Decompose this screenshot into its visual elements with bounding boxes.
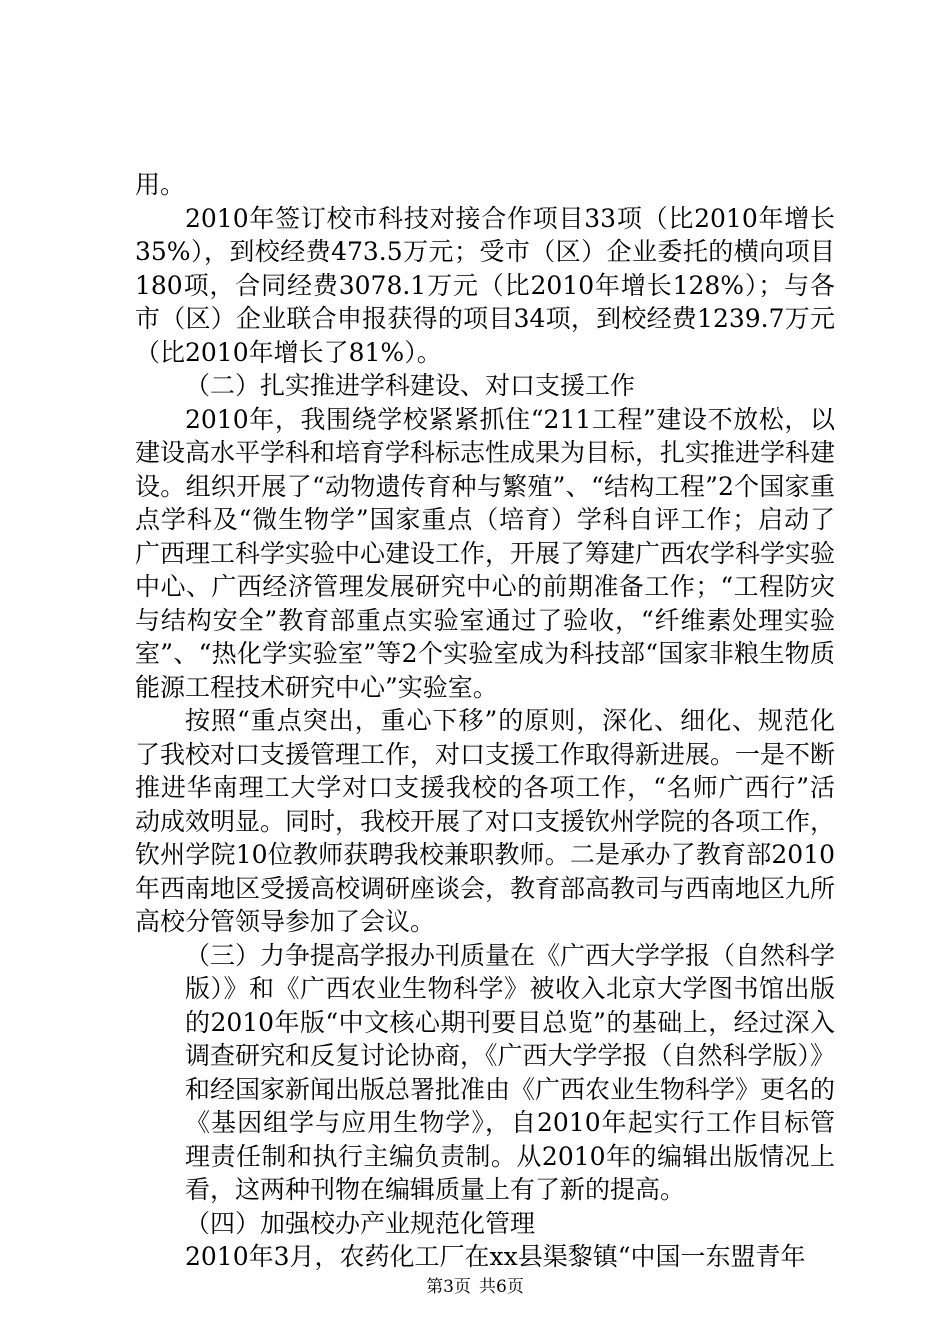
paragraph-continuation: 用。 xyxy=(135,170,186,199)
page-number: 第3页 xyxy=(426,1277,471,1297)
document-body xyxy=(135,168,835,1274)
section-heading-2: （二）扎实推进学科建设、对口支援工作 xyxy=(185,371,636,400)
paragraph-discipline-building: 2010年，我围绕学校紧紧抓住“211工程”建设不放松，以建设高水平学科和培育学科标志性成果为目标，扎实推进学科建设。组织开展了“动物遗传育种与繁殖”、“结构工程”2个国家重点学科及“微生物学”国家重点（培育）学科自评工作；启动了广西理工科学实验中心建设工作，开展了筹建广西农学科学实验中心、广西经济管理发展研究中心的前期准备工作；“工程防灾与结构安全”教育部重点实验室通过了验收，“纤维素处理实验室”、“热化学实验室”等2个实验室成为科技部“国家非粮生物质能源工程技术研究中心”实验室。 xyxy=(135,404,836,702)
section-heading-3: （三）力争提高学报办刊质量在《广西大学学报（自然科学版）》和《广西农业生物科学》被收入北京大学图书馆出版的2010年版“中文核心期刊要目总览”的基础上，经过深入调查研究和反复讨论协商，《广西大学学报（自然科学版）》和经国家新闻出版总署批准由《广西农业生物科学》更名的《基因组学与应用生物学》，自2010年起实行工作目标管理责任制和执行主编负责制。从2010年的编辑出版情况上看，这两种刊物在编辑质量上有了新的提高。 xyxy=(185,940,836,1204)
page-total: 共6页 xyxy=(479,1277,524,1297)
page-footer xyxy=(0,1272,950,1297)
paragraph-counterpart-support: 按照“重点突出，重心下移”的原则，深化、细化、规范化了我校对口支援管理工作，对口支援工作取得新进展。一是不断推进华南理工大学对口支援我校的各项工作，“名师广西行”活动成效明显。同时，我校开展了对口支援钦州学院的各项工作，钦州学院10位教师获聘我校兼职教师。二是承办了教育部2010年西南地区受援高校调研座谈会，教育部高教司与西南地区九所高校分管领导参加了会议。 xyxy=(135,706,836,936)
paragraph-cooperation-projects: 2010年签订校市科技对接合作项目33项（比2010年增长35%），到校经费473.5万元；受市（区）企业委托的横向项目180项，合同经费3078.1万元（比2010年增长128%）；与各市（区）企业联合申报获得的项目34项，到校经费1239.7万元（比2010年增长了81%）。 xyxy=(135,203,835,367)
section-heading-4: （四）加强校办产业规范化管理 xyxy=(185,1208,536,1238)
paragraph-industry: 2010年3月，农药化工厂在xx县渠黎镇“中国一东盟青年 xyxy=(185,1242,806,1271)
